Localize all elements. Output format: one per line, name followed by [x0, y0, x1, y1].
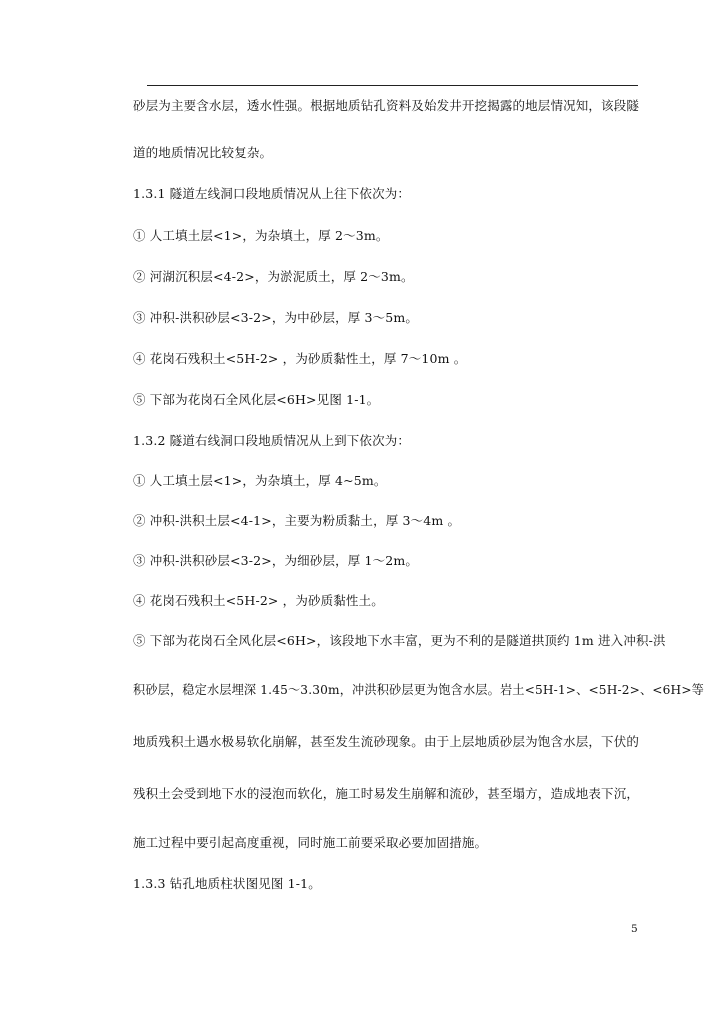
section-heading: 1.3.3 钻孔地质柱状图见图 1-1。 [133, 876, 321, 891]
list-item: ③ 冲积-洪积砂层<3-2>，为细砂层，厚 1～2m。 [133, 553, 419, 568]
list-item: ③ 冲积-洪积砂层<3-2>，为中砂层，厚 3～5m。 [133, 310, 419, 325]
list-item: ② 冲积-洪积土层<4-1>，主要为粉质黏土，厚 3～4m 。 [133, 513, 461, 528]
paragraph-line: 地质残积土遇水极易软化崩解，甚至发生流砂现象。由于上层地质砂层为饱含水层，下伏的 [133, 734, 640, 749]
header-rule [147, 85, 638, 86]
paragraph-line: 积砂层，稳定水层埋深 1.45～3.30m，冲洪积砂层更为饱含水层。岩土<5H-1>、<5H-2>、<6H>等 [133, 682, 704, 697]
page-number: 5 [631, 923, 638, 935]
paragraph-line: 残积土会受到地下水的浸泡而软化，施工时易发生崩解和流砂，甚至塌方，造成地表下沉， [133, 786, 640, 801]
section-heading: 1.3.1 隧道左线洞口段地质情况从上往下依次为： [133, 186, 411, 201]
list-item: ④ 花岗石残积土<5H-2> ，为砂质黏性土。 [133, 593, 384, 608]
list-item: ④ 花岗石残积土<5H-2> ，为砂质黏性土，厚 7～10m 。 [133, 351, 467, 366]
paragraph-line: 施工过程中要引起高度重视，同时施工前要采取必要加固措施。 [133, 835, 488, 850]
list-item: ② 河湖沉积层<4-2>，为淤泥质土，厚 2～3m。 [133, 269, 414, 284]
list-item: ① 人工填土层<1>，为杂填土，厚 2～3m。 [133, 228, 389, 243]
list-item: ⑤ 下部为花岗石全风化层<6H>见图 1-1。 [133, 392, 380, 407]
paragraph-line: 砂层为主要含水层，透水性强。根据地质钻孔资料及始发井开挖揭露的地层情况知，该段隧 [133, 98, 640, 113]
paragraph-line: 道的地质情况比较复杂。 [133, 145, 273, 160]
list-item: ⑤ 下部为花岗石全风化层<6H>，该段地下水丰富，更为不利的是隧道拱顶约 1m 进入冲积-洪 [133, 633, 666, 648]
list-item: ① 人工填土层<1>，为杂填土，厚 4~5m。 [133, 473, 387, 488]
section-heading: 1.3.2 隧道右线洞口段地质情况从上到下依次为： [133, 433, 411, 448]
